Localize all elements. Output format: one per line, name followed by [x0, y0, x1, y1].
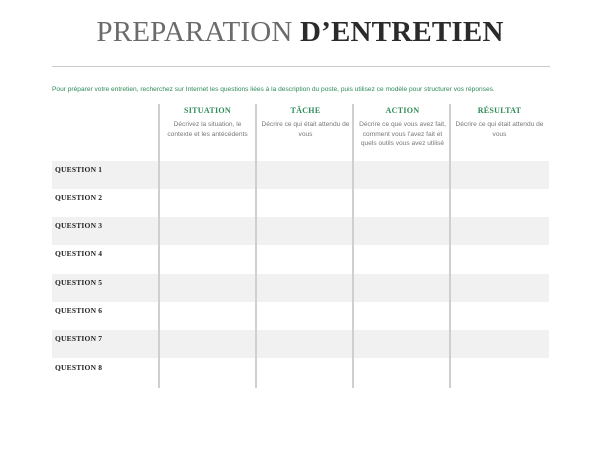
table-row [52, 189, 549, 217]
answer-cell-action[interactable] [354, 359, 450, 387]
table-row [52, 245, 549, 273]
answer-cell-tache[interactable] [257, 217, 353, 245]
star-table [52, 104, 549, 388]
row-label: QUESTION 3 [55, 221, 103, 230]
column-header-situation [160, 104, 255, 139]
answer-cell-resultat[interactable] [451, 302, 549, 330]
answer-cell-situation[interactable] [159, 217, 255, 245]
answer-cell-tache[interactable] [257, 245, 353, 273]
row-label: QUESTION 8 [55, 363, 103, 372]
column-divider [158, 104, 160, 388]
title-divider [52, 66, 550, 67]
column-header-resultat [452, 104, 547, 139]
page-title [0, 16, 600, 49]
table-row [52, 274, 549, 302]
intro-text: Pour préparer votre entretien, recherchez sur Internet les questions liées à la description du poste, puis utilisez ce modèle pour structurer vos réponses. [52, 86, 495, 93]
answer-cell-action[interactable] [354, 161, 450, 189]
column-divider [449, 104, 451, 388]
answer-cell-situation[interactable] [159, 161, 255, 189]
answer-cell-resultat[interactable] [451, 189, 549, 217]
column-title: SITUATION [183, 106, 231, 115]
answer-cell-resultat[interactable] [451, 161, 549, 189]
column-divider [352, 104, 354, 388]
column-title: ACTION [385, 106, 420, 115]
answer-cell-resultat[interactable] [451, 359, 549, 387]
answer-cell-resultat[interactable] [451, 274, 549, 302]
title-light: PREPARATION [96, 16, 300, 48]
column-title: RÉSULTAT [477, 106, 522, 115]
answer-cell-resultat[interactable] [451, 330, 549, 358]
answer-cell-situation[interactable] [159, 359, 255, 387]
answer-cell-tache[interactable] [257, 330, 353, 358]
answer-cell-situation[interactable] [159, 189, 255, 217]
column-description: Décrire ce qui était attendu de vous [261, 121, 350, 138]
answer-cell-tache[interactable] [257, 274, 353, 302]
column-description: Décrivez la situation, le contexte et les antécédents [167, 121, 248, 138]
column-description: Décrire ce que vous avez fait, comment vous l’avez fait et quels outils vous avez utilisé [359, 121, 446, 147]
answer-cell-resultat[interactable] [451, 245, 549, 273]
answer-cell-tache[interactable] [257, 302, 353, 330]
table-row [52, 359, 549, 387]
answer-cell-action[interactable] [354, 274, 450, 302]
answer-cell-situation[interactable] [159, 245, 255, 273]
row-label: QUESTION 4 [55, 249, 103, 258]
answer-cell-situation[interactable] [159, 330, 255, 358]
column-description: Décrire ce qui était attendu de vous [455, 121, 544, 138]
row-label: QUESTION 2 [55, 193, 103, 202]
row-label: QUESTION 6 [55, 306, 103, 315]
table-row [52, 161, 549, 189]
row-label: QUESTION 7 [55, 334, 103, 343]
column-title: TÂCHE [290, 106, 321, 115]
column-header-action [355, 104, 450, 149]
table-row [52, 330, 549, 358]
table-row [52, 302, 549, 330]
answer-cell-tache[interactable] [257, 161, 353, 189]
row-label: QUESTION 1 [55, 165, 103, 174]
answer-cell-situation[interactable] [159, 302, 255, 330]
answer-cell-resultat[interactable] [451, 217, 549, 245]
answer-cell-action[interactable] [354, 302, 450, 330]
answer-cell-action[interactable] [354, 330, 450, 358]
answer-cell-action[interactable] [354, 245, 450, 273]
answer-cell-tache[interactable] [257, 359, 353, 387]
answer-cell-tache[interactable] [257, 189, 353, 217]
table-row [52, 217, 549, 245]
answer-cell-situation[interactable] [159, 274, 255, 302]
answer-cell-action[interactable] [354, 217, 450, 245]
row-label: QUESTION 5 [55, 278, 103, 287]
column-divider [255, 104, 257, 388]
answer-cell-action[interactable] [354, 189, 450, 217]
title-bold: D’ENTRETIEN [299, 16, 504, 48]
column-header-tache [258, 104, 353, 139]
